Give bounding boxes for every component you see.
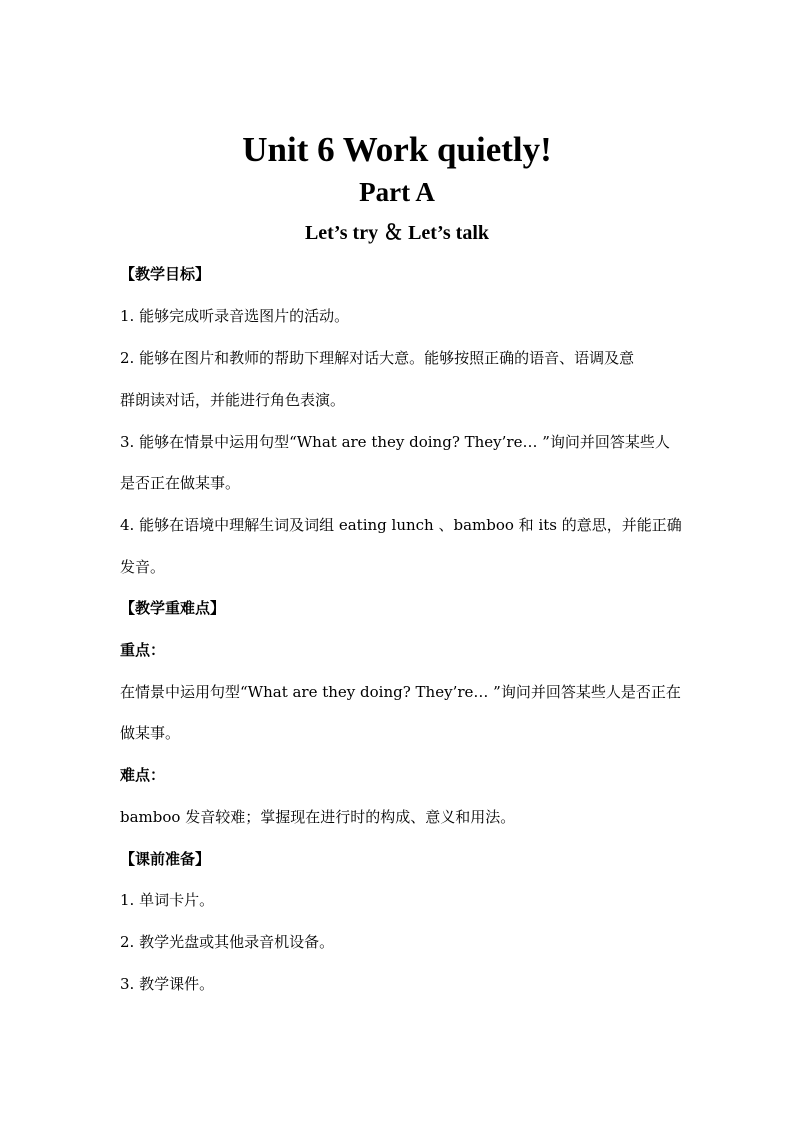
text-line: 4. 能够在语境中理解生词及词组 eating lunch 、bamboo 和 its 的意思，并能正确 <box>120 516 682 534</box>
document-part: Part A <box>359 177 435 207</box>
subheading-difficult-point: 难点： <box>120 766 166 784</box>
text-line: 做某事。 <box>120 724 181 742</box>
text-line: 是否正在做某事。 <box>120 474 241 492</box>
text-line: 群朗读对话，并能进行角色表演。 <box>120 391 346 409</box>
text-line: 在情景中运用句型“What are they doing? They’re… ”询问并回答某些人是否正在 <box>120 683 681 701</box>
text-line: 1. 能够完成听录音选图片的活动。 <box>120 307 350 325</box>
section-heading-key-points: 【教学重难点】 <box>120 599 226 617</box>
text-line: 2. 教学光盘或其他录音机设备。 <box>120 933 335 951</box>
text-line: 2. 能够在图片和教师的帮助下理解对话大意。能够按照正确的语音、语调及意 <box>120 349 635 367</box>
text-line: 发音。 <box>120 558 166 576</box>
section-heading-objectives: 【教学目标】 <box>120 265 211 283</box>
lesson-title: Let’s try ＆ Let’s talk <box>304 222 490 244</box>
section-heading-preparation: 【课前准备】 <box>120 850 211 868</box>
document-title: Unit 6 Work quietly! <box>242 130 552 169</box>
text-line: 1. 单词卡片。 <box>120 891 215 909</box>
text-line: bamboo 发音较难；掌握现在进行时的构成、意义和用法。 <box>120 808 516 826</box>
subheading-key-point: 重点： <box>120 641 166 659</box>
text-line: 3. 教学课件。 <box>120 975 215 993</box>
text-line: 3. 能够在情景中运用句型“What are they doing? They’re… ”询问并回答某些人 <box>120 433 670 451</box>
